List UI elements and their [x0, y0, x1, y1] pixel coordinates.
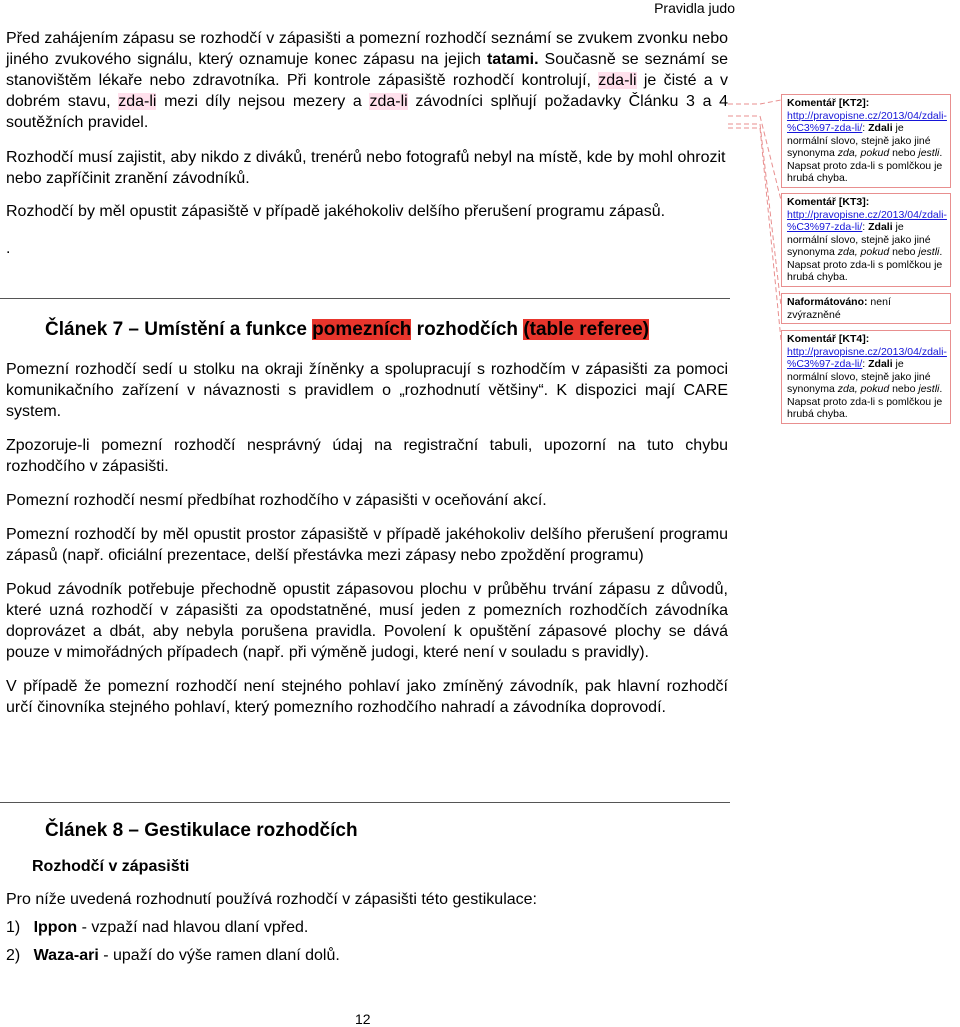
page-header: Pravidla judo — [654, 0, 735, 16]
tracked-word-zda-li-3[interactable]: zda-li — [369, 93, 408, 110]
paragraph-a7-1: Pomezní rozhodčí sedí u stolku na okraji žíněnky a spolupracují s rozhodčím v zápasišti za pomoci komunikačního zařízení v návaznosti s pravidlem o „rozhodnutí většiny“. K dispozici mají CARE system. — [6, 361, 728, 420]
paragraph-intro: Před zahájením zápasu se rozhodčí v zápasišti a pomezní rozhodčí seznámí se zvukem zvonku nebo jiného zvukového signálu, který oznamuje konec zápasu na jejich tatami. Současně se seznámí se stanovištěm lékaře nebo zdravotníka. Při kontrole zápasiště rozhodčí kontrolují, zda-li je čisté a v dobrém stavu, zda-li mezi díly nejsou mezery a zda-li závodníci splňují požadavky Článku 3 a 4 soutěžních pravidel. — [6, 30, 729, 131]
page-number: 12 — [355, 1011, 371, 1027]
paragraph-a7-5: Pokud závodník potřebuje přechodně opustit zápasovou plochu v průběhu trvání zápasu z důvodů, které uzná rozhodčí v zápasišti za opodstatněné, musí jeden z pomezních rozhodčích závodníka doprovázet a dbát, aby nebyla porušena pravidla. Povolení k opuštění zápasové plochy se dává pouze v mimořádných případech (např. při výměně judogi, které není v souladu s pravidly). — [6, 581, 728, 661]
connector-format — [728, 124, 781, 306]
comment-link[interactable]: http://pravopisne.cz/2013/04/zdali-%C3%97-zda-li/ — [787, 208, 947, 233]
paragraph-dot: . — [6, 240, 11, 257]
article-8-subtitle: Rozhodčí v zápasišti — [32, 858, 190, 875]
paragraph-a8-intro: Pro níže uvedená rozhodnutí používá rozhodčí v zápasišti této gestikulace: — [6, 891, 537, 908]
comment-balloon-kt4[interactable]: Komentář [KT4]: http://pravopisne.cz/2013/04/zdali-%C3%97-zda-li/: Zdali je normální slovo, stejně jako jiné synonyma zda, pokud nebo jestli. Napsat proto zda-li s pomlčkou je hrubá chyba. — [781, 330, 951, 424]
paragraph-a7-4: Pomezní rozhodčí by měl opustit prostor zápasiště v případě jakéhokoliv delšího přerušení programu zápasů (např. oficiální prezentace, delší přestávka mezi zápasy nebo zpoždění programu) — [6, 526, 728, 564]
highlight-table-referee[interactable]: (table referee) — [523, 319, 649, 340]
paragraph-leave-area: Rozhodčí by měl opustit zápasiště v případě jakéhokoliv delšího přerušení programu zápasů. — [6, 203, 666, 220]
comment-balloon-format[interactable]: Naformátováno: není zvýrazněné — [781, 293, 951, 324]
paragraph-a7-2: Zpozoruje-li pomezní rozhodčí nesprávný údaj na registrační tabuli, upozorní na tuto chybu rozhodčího v zápasišti. — [6, 437, 728, 475]
article-7-heading: Článek 7 – Umístění a funkce pomezních rozhodčích (table referee) — [45, 319, 649, 340]
comment-balloon-kt3[interactable]: Komentář [KT3]: http://pravopisne.cz/2013/04/zdali-%C3%97-zda-li/: Zdali je normální slovo, stejně jako jiné synonyma zda, pokud nebo jestli. Napsat proto zda-li s pomlčkou je hrubá chyba. — [781, 193, 951, 287]
list-item: 2) Waza-ari - upaží do výše ramen dlaní dolů. — [6, 947, 340, 964]
connector-kt4 — [728, 128, 781, 340]
comment-balloon-kt2[interactable]: Komentář [KT2]: http://pravopisne.cz/2013/04/zdali-%C3%97-zda-li/: Zdali je normální slovo, stejně jako jiné synonyma zda, pokud nebo jestli. Napsat proto zda-li s pomlčkou je hrubá chyba. — [781, 94, 951, 188]
section-separator-2 — [0, 802, 730, 803]
paragraph-a7-3: Pomezní rozhodčí nesmí předbíhat rozhodčího v zápasišti v oceňování akcí. — [6, 492, 547, 509]
comment-link[interactable]: http://pravopisne.cz/2013/04/zdali-%C3%97-zda-li/ — [787, 109, 947, 134]
paragraph-spectators: Rozhodčí musí zajistit, aby nikdo z diváků, trenérů nebo fotografů nebyl na místě, kde by mohl ohrozit nebo zapříčinit zranění závodníků. — [6, 149, 726, 187]
tracked-word-zda-li-2[interactable]: zda-li — [118, 93, 157, 110]
paragraph-a7-6: V případě že pomezní rozhodčí není stejného pohlaví jako zmíněný závodník, pak hlavní rozhodčí určí činovníka stejného pohlaví, který pomezního rozhodčího nahradí a závodníka doprovodí. — [6, 678, 728, 716]
list-item: 1) Ippon - vzpaží nad hlavou dlaní vpřed. — [6, 919, 309, 936]
document-body-top — [6, 28, 728, 259]
connector-kt2 — [728, 100, 781, 104]
article-8-heading: Článek 8 – Gestikulace rozhodčích — [45, 820, 358, 841]
article-7-body — [6, 359, 728, 718]
tracked-word-zda-li-1[interactable]: zda-li — [598, 72, 637, 89]
highlight-pomeznich[interactable]: pomezních — [312, 319, 412, 340]
comment-link[interactable]: http://pravopisne.cz/2013/04/zdali-%C3%97-zda-li/ — [787, 345, 947, 370]
article-8-body — [6, 889, 728, 966]
section-separator — [0, 298, 730, 299]
connector-kt3 — [728, 116, 781, 200]
